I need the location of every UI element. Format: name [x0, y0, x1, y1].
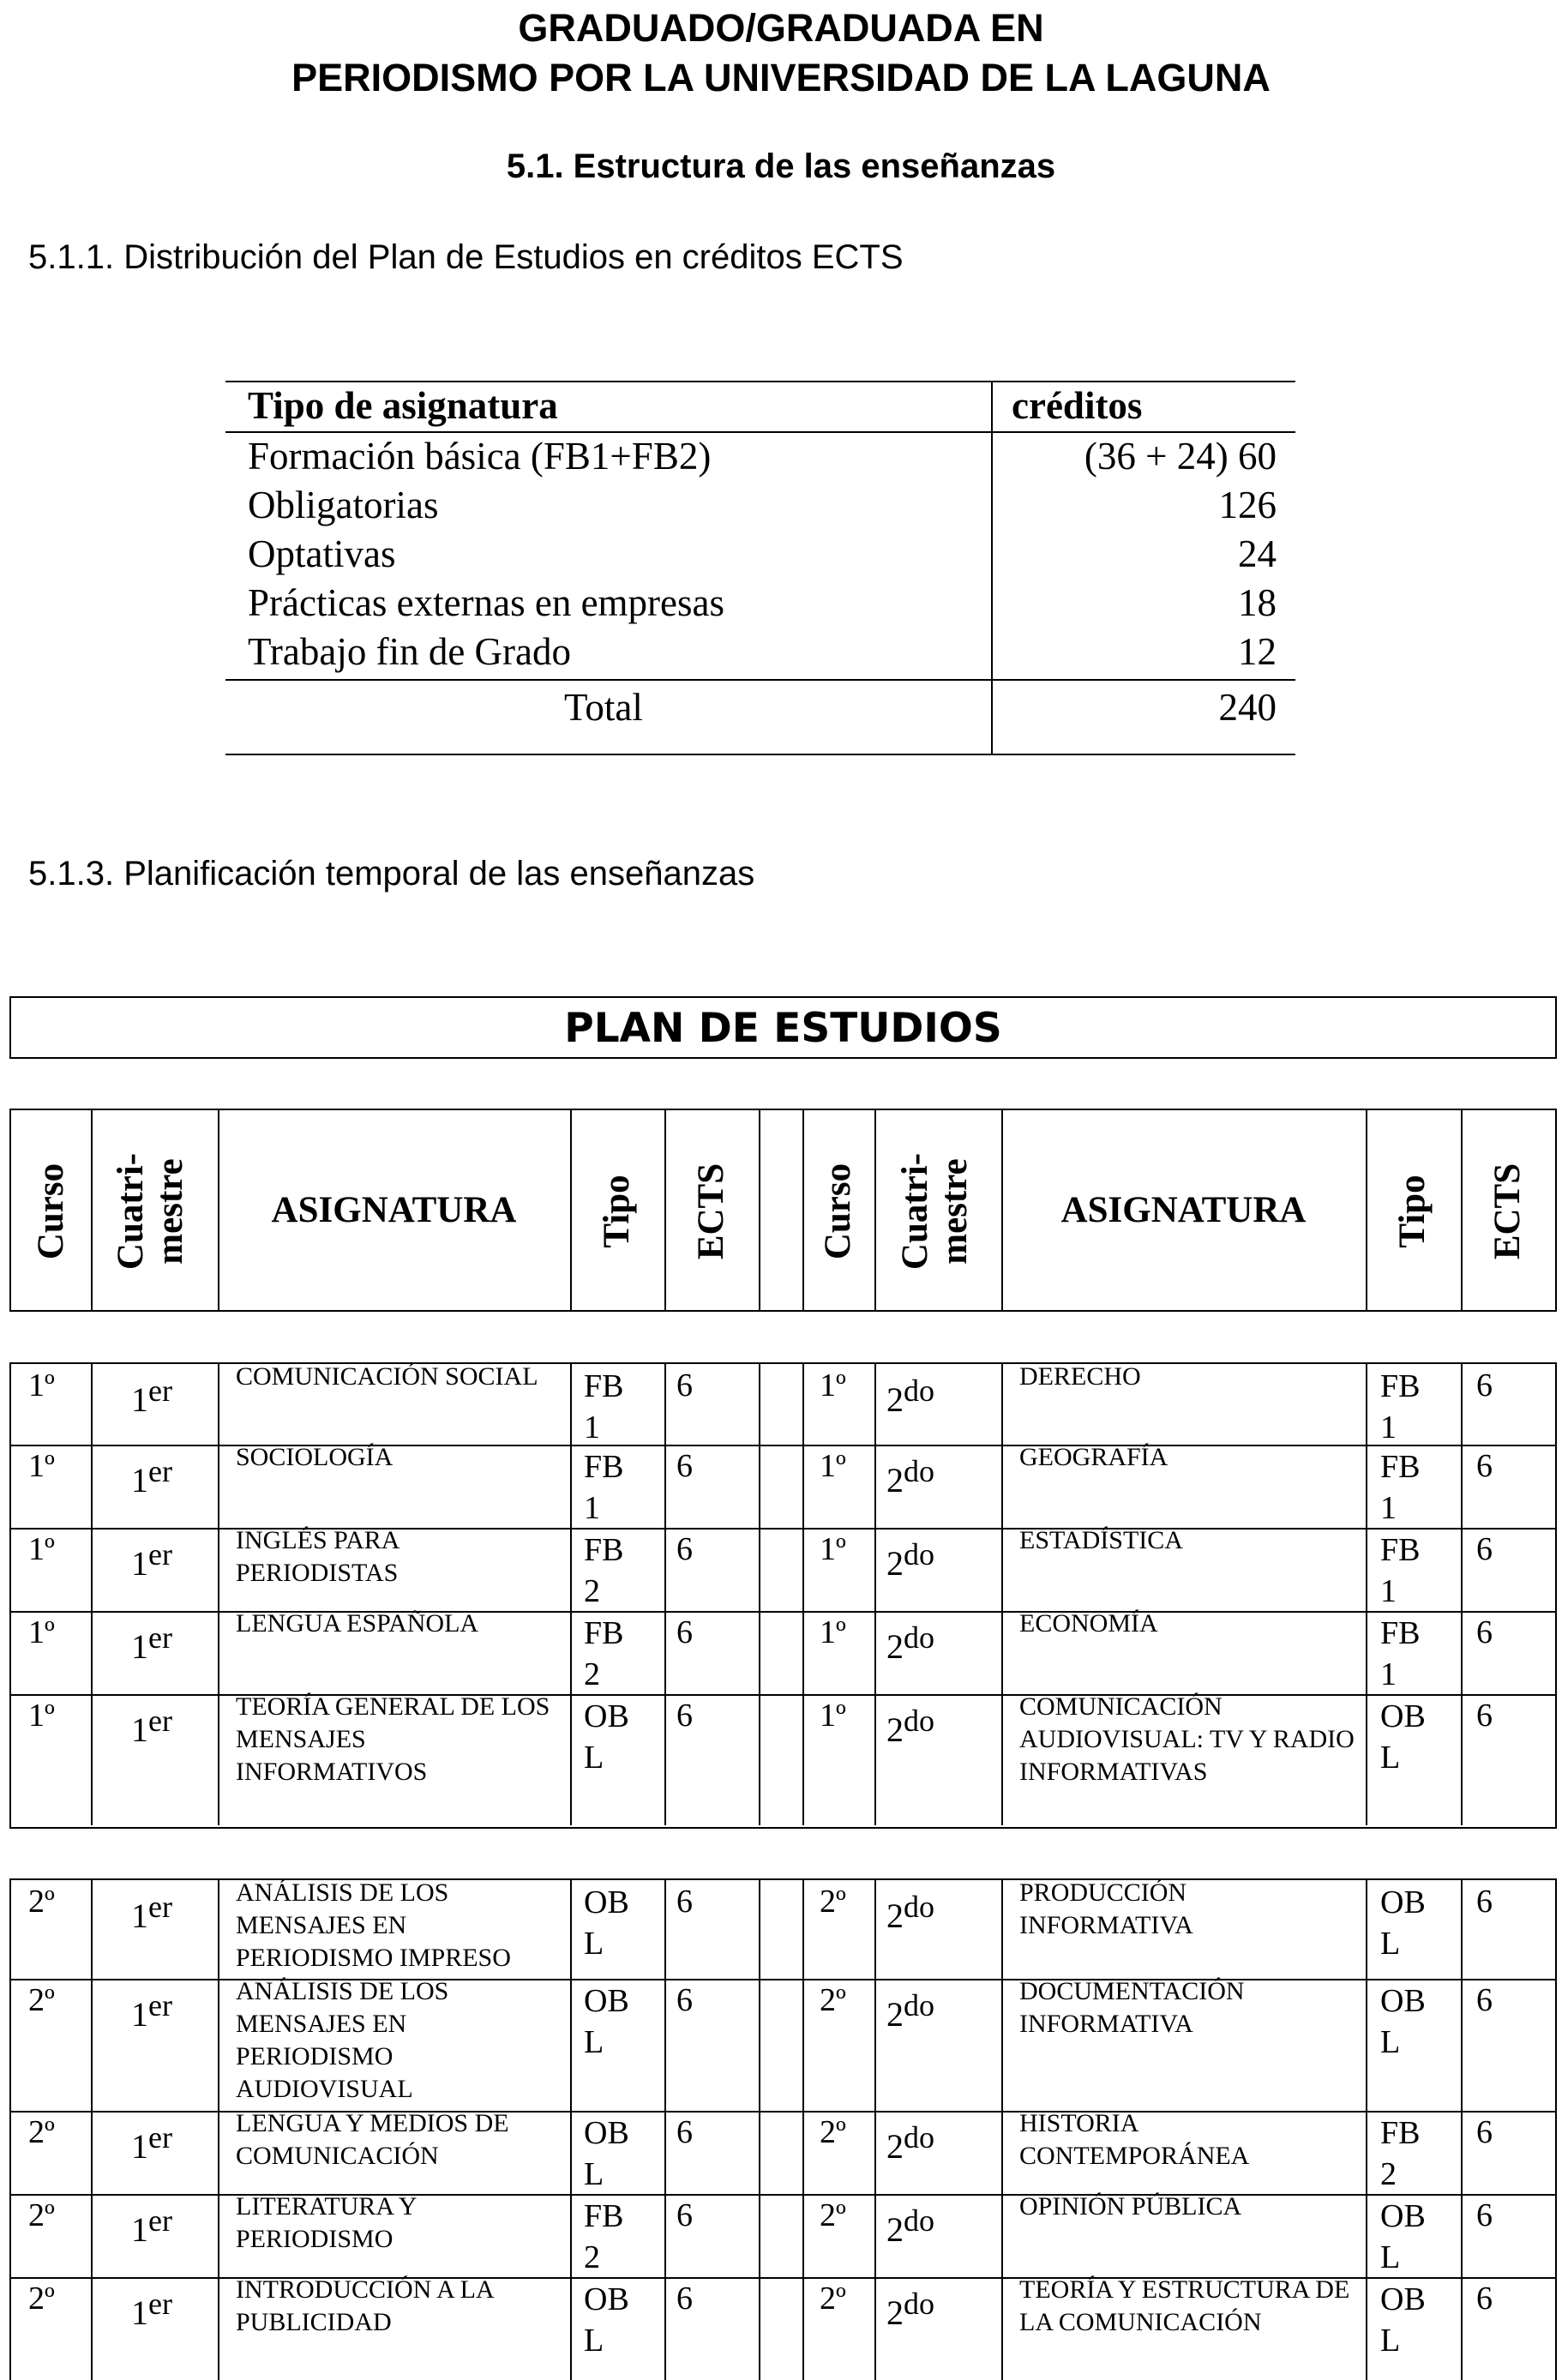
cuatrimestre-value: 2 [886, 1896, 904, 1935]
cuatrimestre-suffix: er [148, 1454, 172, 1488]
credits-row [225, 628, 1295, 676]
cuatrimestre-cell [886, 2201, 934, 2250]
curso-cell: 2º [820, 2281, 846, 2317]
curso-cell: 2º [28, 2197, 55, 2233]
curso-cell: 1º [28, 1367, 55, 1403]
tipo-cell: OBL [584, 1884, 629, 1962]
subject-cell: LENGUA ESPAÑOLA [236, 1609, 479, 1638]
tipo-cell: FB1 [584, 1368, 624, 1445]
cuatrimestre-suffix: do [904, 1373, 934, 1408]
section-title: 5.1. Estructura de las enseñanzas [506, 147, 1056, 185]
ects-cell: 6 [676, 1367, 693, 1403]
credits-row-tipo: Formación básica (FB1+FB2) [248, 435, 712, 478]
credits-row-value: 12 [1238, 630, 1277, 673]
plan-group-2 [9, 1878, 1557, 2380]
tipo-cell: FB1 [1380, 1368, 1421, 1445]
cuatrimestre-suffix: do [904, 1620, 934, 1655]
subject-cell: SOCIOLOGÍA [236, 1443, 394, 1471]
credits-row-value: 24 [1238, 532, 1277, 575]
tipo-cell: FB2 [584, 2198, 624, 2275]
cuatrimestre-value: 1 [131, 1995, 148, 2034]
cuatrimestre-suffix: do [904, 1454, 934, 1488]
curso-cell: 2º [820, 2197, 846, 2233]
credits-row [225, 481, 1295, 530]
cuatrimestre-cell [886, 1986, 934, 2034]
ects-cell: 6 [1476, 1531, 1493, 1567]
ects-cell: 6 [1476, 1367, 1493, 1403]
ects-cell: 6 [1476, 1448, 1493, 1484]
cuatrimestre-value: 1 [131, 1461, 148, 1500]
subject-cell: DERECHO [1019, 1362, 1141, 1391]
cuatrimestre-suffix: do [904, 1704, 934, 1738]
curso-cell: 2º [820, 1884, 846, 1920]
ects-cell: 6 [1476, 2281, 1493, 2317]
tipo-cell: FB2 [584, 1532, 624, 1609]
header-ects-right: ECTS [1487, 1163, 1528, 1260]
ects-cell: 6 [1476, 1614, 1493, 1650]
ects-cell: 6 [676, 1448, 693, 1484]
cuatrimestre-cell [886, 1451, 934, 1500]
credits-row-value: (36 + 24) 60 [1084, 435, 1277, 478]
curso-cell: 2º [28, 1884, 55, 1920]
cuatrimestre-value: 2 [886, 1627, 904, 1666]
table-row [11, 1445, 1557, 1528]
cuatrimestre-suffix: do [904, 1890, 934, 1924]
ects-cell: 6 [676, 2281, 693, 2317]
ects-cell: 6 [676, 1698, 693, 1734]
cuatrimestre-suffix: er [148, 1890, 172, 1924]
credits-header-row [225, 382, 1295, 430]
subject-cell: ESTADÍSTICA [1019, 1526, 1183, 1554]
table-row [11, 1979, 1557, 2111]
cuatrimestre-value: 2 [886, 2293, 904, 2332]
subject-cell: PRODUCCIÓN INFORMATIVA [1019, 1878, 1193, 1939]
curso-cell: 1º [28, 1448, 55, 1484]
cuatrimestre-cell [886, 1371, 934, 1420]
cuatrimestre-cell [886, 2118, 934, 2167]
tipo-cell: OBL [584, 2115, 629, 2192]
ects-cell: 6 [676, 1982, 693, 2018]
cuatrimestre-suffix: er [148, 2203, 172, 2238]
ects-cell: 6 [676, 2197, 693, 2233]
subject-cell: HISTORIA CONTEMPORÁNEA [1019, 2109, 1250, 2170]
cuatrimestre-value: 2 [886, 1544, 904, 1583]
tipo-cell: OBL [584, 1983, 629, 2060]
curso-cell: 1º [820, 1698, 846, 1734]
credits-row [225, 530, 1295, 579]
header-tipo-left: Tipo [597, 1175, 637, 1248]
curso-cell: 2º [820, 2114, 846, 2150]
curso-cell: 2º [28, 2114, 55, 2150]
credits-total-row [225, 682, 1295, 733]
header-curso-right: Curso [818, 1163, 858, 1260]
subject-cell: TEORÍA Y ESTRUCTURA DE LA COMUNICACIÓN [1019, 2275, 1350, 2336]
cuatrimestre-suffix: er [148, 2287, 172, 2321]
header-asignatura-right: ASIGNATURA [1060, 1190, 1307, 1230]
table-row [11, 2277, 1557, 2380]
plan-title-box [9, 996, 1557, 1059]
subject-cell: ECONOMÍA [1019, 1609, 1158, 1638]
subject-cell: COMUNICACIÓN SOCIAL [236, 1362, 538, 1391]
cuatrimestre-cell [886, 2284, 934, 2333]
header-asignatura-left: ASIGNATURA [271, 1190, 517, 1230]
cuatrimestre-suffix: er [148, 1988, 172, 2022]
cuatrimestre-suffix: do [904, 2203, 934, 2238]
curso-cell: 1º [28, 1698, 55, 1734]
cuatrimestre-value: 1 [131, 1544, 148, 1583]
tipo-cell: FB2 [1380, 2115, 1421, 2192]
cuatrimestre-cell [131, 1701, 172, 1750]
header-cuatri-line2: mestre [934, 1158, 975, 1265]
subject-cell: INTRODUCCIÓN A LA PUBLICIDAD [236, 2275, 494, 2336]
ects-cell: 6 [676, 1614, 693, 1650]
cuatrimestre-value: 1 [131, 1896, 148, 1935]
curso-cell: 1º [820, 1367, 846, 1403]
cuatrimestre-cell [131, 2284, 172, 2333]
cuatrimestre-cell [131, 1618, 172, 1667]
header-cuatri-line2: mestre [150, 1158, 190, 1265]
cuatrimestre-cell [131, 2201, 172, 2250]
cuatrimestre-value: 1 [131, 1380, 148, 1419]
table-row [11, 1611, 1557, 1694]
cuatrimestre-cell [886, 1618, 934, 1667]
ects-cell: 6 [1476, 1698, 1493, 1734]
cuatrimestre-suffix: er [148, 2120, 172, 2155]
cuatrimestre-value: 2 [886, 1380, 904, 1419]
cuatrimestre-suffix: er [148, 1537, 172, 1572]
table-row [11, 2194, 1557, 2277]
cuatrimestre-value: 2 [886, 1710, 904, 1749]
ects-cell: 6 [1476, 1982, 1493, 2018]
credits-row [225, 579, 1295, 628]
cuatrimestre-value: 2 [886, 1995, 904, 2034]
tipo-cell: OBL [1380, 1983, 1426, 2060]
subject-cell: GEOGRAFÍA [1019, 1443, 1168, 1471]
document-title-line2: PERIODISMO POR LA UNIVERSIDAD DE LA LAGUNA [291, 56, 1271, 99]
curso-cell: 1º [820, 1614, 846, 1650]
cuatrimestre-value: 1 [131, 1710, 148, 1749]
credits-row-value: 18 [1238, 581, 1277, 624]
cuatrimestre-cell [886, 1535, 934, 1584]
cuatrimestre-cell [886, 1701, 934, 1750]
curso-cell: 1º [820, 1531, 846, 1567]
tipo-cell: FB1 [584, 1449, 624, 1526]
tipo-cell: FB1 [1380, 1532, 1421, 1609]
subject-cell: DOCUMENTACIÓN INFORMATIVA [1019, 1977, 1245, 2038]
header-curso-left: Curso [31, 1163, 71, 1260]
table-row [11, 2111, 1557, 2194]
curso-cell: 2º [820, 1982, 846, 2018]
cuatrimestre-value: 2 [886, 2210, 904, 2249]
subsection-title-distribution: 5.1.1. Distribución del Plan de Estudios en créditos ECTS [28, 238, 904, 276]
cuatrimestre-cell [131, 2118, 172, 2167]
subject-cell: OPINIÓN PÚBLICA [1019, 2192, 1242, 2221]
curso-cell: 2º [28, 1982, 55, 2018]
cuatrimestre-cell [131, 1986, 172, 2034]
credits-row-tipo: Prácticas externas en empresas [248, 581, 724, 624]
tipo-cell: OBL [1380, 2198, 1426, 2275]
tipo-cell: FB1 [1380, 1615, 1421, 1692]
curso-cell: 2º [28, 2281, 55, 2317]
ects-cell: 6 [1476, 2114, 1493, 2150]
subject-cell: ANÁLISIS DE LOS MENSAJES EN PERIODISMO AUDIOVISUAL [236, 1977, 449, 2103]
tipo-cell: OBL [1380, 1884, 1426, 1962]
cuatrimestre-suffix: er [148, 1704, 172, 1738]
cuatrimestre-value: 2 [886, 2127, 904, 2166]
cuatrimestre-cell [131, 1371, 172, 1420]
cuatrimestre-suffix: er [148, 1373, 172, 1408]
tipo-cell: OBL [584, 2281, 629, 2359]
subject-cell: COMUNICACIÓN AUDIOVISUAL: TV Y RADIO INFORMATIVAS [1019, 1692, 1355, 1786]
subject-cell: LENGUA Y MEDIOS DE COMUNICACIÓN [236, 2109, 509, 2170]
plan-header [9, 1109, 1557, 1312]
ects-cell: 6 [1476, 2197, 1493, 2233]
tipo-cell: OBL [1380, 1698, 1426, 1776]
subsection-title-planning: 5.1.3. Planificación temporal de las enseñanzas [28, 855, 755, 892]
credits-row-value: 126 [1218, 484, 1277, 526]
cuatrimestre-suffix: do [904, 1537, 934, 1572]
cuatrimestre-value: 2 [886, 1461, 904, 1500]
subject-cell: TEORÍA GENERAL DE LOS MENSAJES INFORMATIVOS [236, 1692, 550, 1786]
header-tipo-right: Tipo [1392, 1175, 1433, 1248]
curso-cell: 1º [28, 1531, 55, 1567]
credits-row-tipo: Trabajo fin de Grado [248, 630, 572, 673]
cuatrimestre-cell [131, 1451, 172, 1500]
credits-total-label: Total [564, 686, 643, 729]
ects-cell: 6 [676, 1884, 693, 1920]
header-cuatrimestre-right [896, 1109, 980, 1314]
curso-cell: 1º [28, 1614, 55, 1650]
cuatrimestre-suffix: do [904, 1988, 934, 2022]
cuatrimestre-cell [131, 1535, 172, 1584]
cuatrimestre-value: 1 [131, 2293, 148, 2332]
credits-header-creditos: créditos [1012, 384, 1143, 427]
plan-group-1 [9, 1362, 1557, 1829]
cuatrimestre-value: 1 [131, 2210, 148, 2249]
credits-row [225, 432, 1295, 481]
table-row [11, 1694, 1557, 1825]
cuatrimestre-cell [886, 1887, 934, 1936]
ects-cell: 6 [676, 2114, 693, 2150]
credits-row-tipo: Optativas [248, 532, 396, 575]
cuatrimestre-suffix: do [904, 2120, 934, 2155]
table-row [11, 1880, 1557, 1979]
header-cuatrimestre-left [111, 1109, 195, 1314]
tipo-cell: OBL [1380, 2281, 1426, 2359]
credits-row-tipo: Obligatorias [248, 484, 439, 526]
plan-title: PLAN DE ESTUDIOS [564, 1005, 1002, 1052]
credits-total-value: 240 [1218, 686, 1277, 729]
cuatrimestre-suffix: er [148, 1620, 172, 1655]
header-ects-left: ECTS [691, 1163, 731, 1260]
ects-cell: 6 [1476, 1884, 1493, 1920]
tipo-cell: FB2 [584, 1615, 624, 1692]
cuatrimestre-suffix: do [904, 2287, 934, 2321]
header-cuatri-line1: Cuatri- [895, 1152, 935, 1271]
table-row [11, 1528, 1557, 1611]
document-title-line1: GRADUADO/GRADUADA EN [518, 6, 1044, 50]
subject-cell: ANÁLISIS DE LOS MENSAJES EN PERIODISMO IMPRESO [236, 1878, 511, 1972]
cuatrimestre-value: 1 [131, 1627, 148, 1666]
table-row [11, 1364, 1557, 1445]
subject-cell: LITERATURA Y PERIODISMO [236, 2192, 417, 2253]
header-cuatri-line1: Cuatri- [111, 1152, 151, 1271]
tipo-cell: FB1 [1380, 1449, 1421, 1526]
credits-header-tipo: Tipo de asignatura [248, 384, 558, 427]
curso-cell: 1º [820, 1448, 846, 1484]
ects-cell: 6 [676, 1531, 693, 1567]
tipo-cell: OBL [584, 1698, 629, 1776]
cuatrimestre-cell [131, 1887, 172, 1936]
cuatrimestre-value: 1 [131, 2127, 148, 2166]
subject-cell: INGLÉS PARA PERIODISTAS [236, 1526, 399, 1587]
